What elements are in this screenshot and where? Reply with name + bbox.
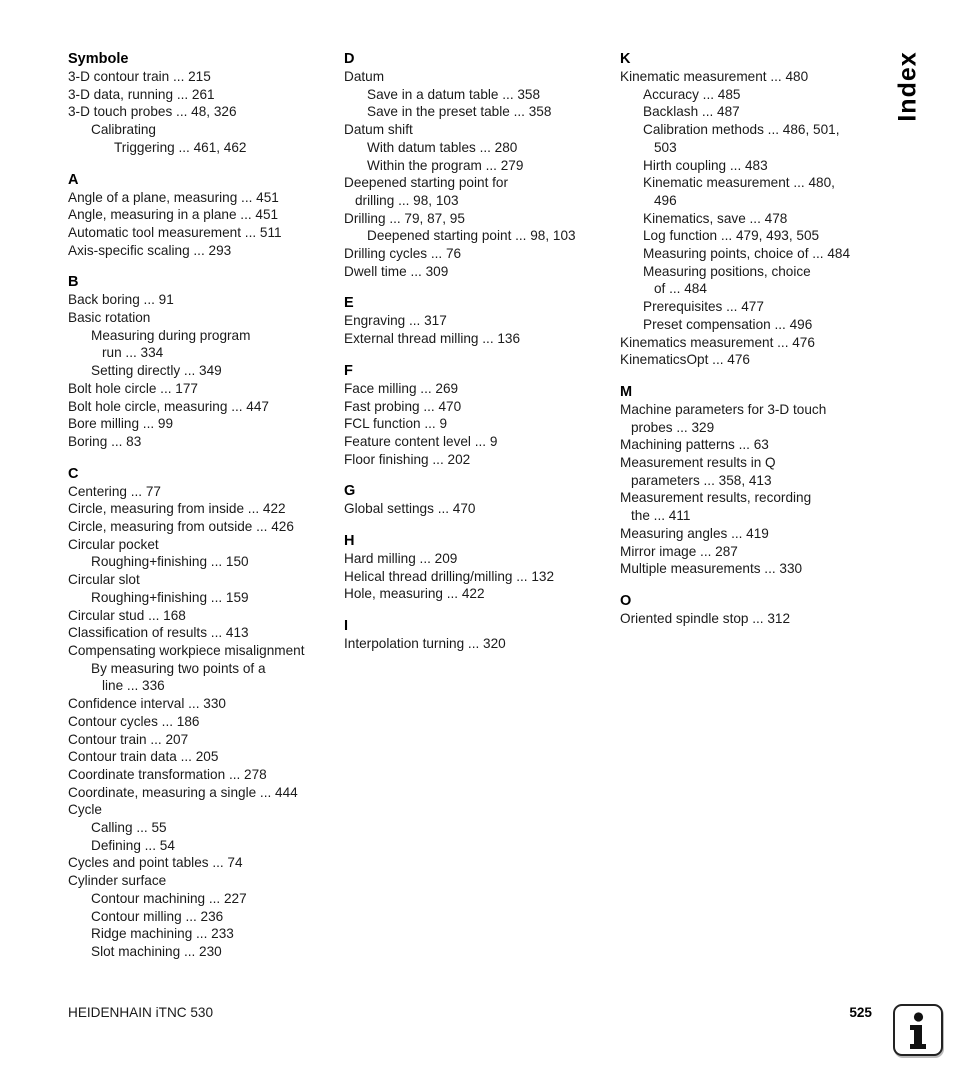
index-entry: Interpolation turning ... 320 bbox=[344, 636, 506, 652]
index-entry: Circular stud ... 168 bbox=[68, 607, 186, 623]
index-section-heading: B bbox=[68, 274, 79, 291]
page-number: 525 bbox=[849, 1005, 872, 1020]
index-entry: Log function ... 479, 493, 505 bbox=[643, 228, 820, 244]
index-entry: 3-D contour train ... 215 bbox=[68, 69, 211, 84]
side-title bbox=[893, 50, 923, 122]
index-entry: Mirror image ... 287 bbox=[620, 543, 738, 559]
index-entry: Kinematic measurement ... 480, bbox=[643, 175, 835, 191]
index-entry: Kinematic measurement ... 480 bbox=[620, 69, 809, 84]
index-entry: Oriented spindle stop ... 312 bbox=[620, 610, 791, 626]
index-entry: 3-D touch probes ... 48, 326 bbox=[68, 104, 237, 120]
index-entry: Accuracy ... 485 bbox=[643, 86, 741, 102]
index-entry: Calibration methods ... 486, 501, bbox=[643, 122, 840, 138]
index-entry: Roughing+finishing ... 159 bbox=[91, 589, 249, 605]
index-section-heading: Symbole bbox=[68, 51, 129, 67]
index-entry: With datum tables ... 280 bbox=[367, 139, 518, 155]
index-entry: Coordinate, measuring a single ... 444 bbox=[68, 784, 298, 800]
index-entry: Circular pocket bbox=[68, 536, 159, 552]
index-entry: Slot machining ... 230 bbox=[91, 943, 222, 959]
index-entry: Contour machining ... 227 bbox=[91, 890, 247, 906]
index-section bbox=[344, 482, 616, 518]
index-entry: Automatic tool measurement ... 511 bbox=[68, 224, 282, 240]
index-entry: Hole, measuring ... 422 bbox=[344, 586, 485, 602]
index-entry: Circle, measuring from outside ... 426 bbox=[68, 519, 294, 535]
index-entry: Angle of a plane, measuring ... 451 bbox=[68, 189, 279, 205]
index-entry: Face milling ... 269 bbox=[344, 380, 459, 396]
index-entry: line ... 336 bbox=[102, 678, 165, 694]
index-entry: Multiple measurements ... 330 bbox=[620, 561, 803, 577]
index-entry: parameters ... 358, 413 bbox=[631, 472, 772, 488]
index-entry: Cylinder surface bbox=[68, 873, 167, 889]
index-entry: Kinematics, save ... 478 bbox=[643, 210, 788, 226]
index-entry: Basic rotation bbox=[68, 310, 151, 326]
index-section-heading: K bbox=[620, 51, 631, 67]
index-section-heading: A bbox=[68, 171, 79, 188]
index-entry: KinematicsOpt ... 476 bbox=[620, 352, 750, 368]
index-section-heading: I bbox=[344, 618, 349, 635]
index-entry: Hirth coupling ... 483 bbox=[643, 157, 768, 173]
index-entry: Datum shift bbox=[344, 122, 413, 138]
index-column-3 bbox=[620, 50, 882, 642]
index-entry: Measuring angles ... 419 bbox=[620, 525, 769, 541]
index-entry: Compensating workpiece misalignment bbox=[68, 642, 305, 658]
index-section-heading: E bbox=[344, 295, 354, 312]
index-entry: of ... 484 bbox=[654, 281, 707, 297]
index-entry: Datum bbox=[344, 69, 385, 84]
index-section-heading: H bbox=[344, 533, 355, 550]
index-section-heading: C bbox=[68, 465, 79, 482]
index-entry: Confidence interval ... 330 bbox=[68, 696, 226, 712]
index-entry: Floor finishing ... 202 bbox=[344, 451, 471, 467]
index-entry: Boring ... 83 bbox=[68, 433, 142, 449]
index-section bbox=[344, 532, 616, 603]
index-entry: Prerequisites ... 477 bbox=[643, 299, 764, 315]
index-section-heading: O bbox=[620, 592, 632, 609]
index-entry: Measurement results in Q bbox=[620, 455, 776, 471]
index-entry: Roughing+finishing ... 150 bbox=[91, 554, 249, 570]
index-entry: Backlash ... 487 bbox=[643, 104, 740, 120]
index-column-2 bbox=[344, 50, 616, 667]
index-section bbox=[68, 171, 338, 260]
info-icon bbox=[893, 1004, 943, 1056]
index-entry: Save in the preset table ... 358 bbox=[367, 104, 552, 120]
index-entry: Contour cycles ... 186 bbox=[68, 713, 200, 729]
index-section bbox=[620, 592, 882, 628]
index-entry: Cycles and point tables ... 74 bbox=[68, 855, 243, 871]
index-entry: Bolt hole circle, measuring ... 447 bbox=[68, 398, 269, 414]
index-entry: Feature content level ... 9 bbox=[344, 433, 498, 449]
index-entry: probes ... 329 bbox=[631, 419, 715, 435]
index-entry: Kinematics measurement ... 476 bbox=[620, 334, 815, 350]
index-entry: Deepened starting point for bbox=[344, 175, 508, 191]
index-entry: Hard milling ... 209 bbox=[344, 551, 458, 567]
index-entry: Preset compensation ... 496 bbox=[643, 316, 813, 332]
index-entry: External thread milling ... 136 bbox=[344, 331, 521, 347]
index-section bbox=[344, 50, 616, 280]
index-entry: drilling ... 98, 103 bbox=[355, 192, 459, 208]
index-entry: Calibrating bbox=[91, 122, 156, 138]
index-entry: Axis-specific scaling ... 293 bbox=[68, 242, 232, 258]
index-entry: Back boring ... 91 bbox=[68, 292, 174, 308]
index-section bbox=[68, 465, 338, 961]
index-entry: Centering ... 77 bbox=[68, 483, 161, 499]
index-entry: Calling ... 55 bbox=[91, 820, 167, 836]
index-entry: Helical thread drilling/milling ... 132 bbox=[344, 568, 555, 584]
side-title-text: Index bbox=[893, 50, 922, 122]
index-entry: Classification of results ... 413 bbox=[68, 625, 249, 641]
index-section-heading: G bbox=[344, 483, 356, 500]
index-entry: Measuring during program bbox=[91, 327, 251, 343]
index-entry: the ... 411 bbox=[631, 508, 691, 524]
index-entry: Within the program ... 279 bbox=[367, 157, 524, 173]
index-section bbox=[344, 362, 616, 469]
index-entry: Cycle bbox=[68, 802, 102, 818]
index-entry: Contour milling ... 236 bbox=[91, 908, 224, 924]
index-entry: Coordinate transformation ... 278 bbox=[68, 766, 267, 782]
index-entry: Bore milling ... 99 bbox=[68, 416, 174, 432]
index-entry: By measuring two points of a bbox=[91, 660, 266, 676]
index-entry: Save in a datum table ... 358 bbox=[367, 86, 541, 102]
index-section bbox=[344, 294, 616, 347]
index-column-1 bbox=[68, 50, 338, 975]
info-glyph-icon bbox=[895, 1006, 941, 1054]
index-entry: Circle, measuring from inside ... 422 bbox=[68, 501, 286, 517]
index-entry: Angle, measuring in a plane ... 451 bbox=[68, 207, 279, 223]
index-entry: Dwell time ... 309 bbox=[344, 263, 449, 279]
index-section-heading: D bbox=[344, 51, 355, 67]
index-entry: 503 bbox=[654, 139, 677, 155]
index-entry: run ... 334 bbox=[102, 345, 164, 361]
index-section bbox=[68, 50, 338, 157]
index-section bbox=[620, 383, 882, 578]
index-section bbox=[620, 50, 882, 369]
index-entry: 3-D data, running ... 261 bbox=[68, 86, 215, 102]
index-entry: Setting directly ... 349 bbox=[91, 363, 222, 379]
index-entry: Circular slot bbox=[68, 572, 140, 588]
index-entry: Fast probing ... 470 bbox=[344, 398, 462, 414]
index-entry: Machine parameters for 3-D touch bbox=[620, 401, 827, 417]
index-entry: Contour train data ... 205 bbox=[68, 749, 219, 765]
index-section bbox=[344, 617, 616, 653]
index-entry: Measurement results, recording bbox=[620, 490, 812, 506]
index-entry: Defining ... 54 bbox=[91, 837, 175, 853]
index-section-heading: F bbox=[344, 362, 353, 379]
index-entry: Measuring points, choice of ... 484 bbox=[643, 246, 851, 262]
index-entry: Drilling ... 79, 87, 95 bbox=[344, 210, 465, 226]
index-entry: Bolt hole circle ... 177 bbox=[68, 380, 198, 396]
index-entry: Drilling cycles ... 76 bbox=[344, 246, 462, 262]
footer-product-name: HEIDENHAIN iTNC 530 bbox=[68, 1005, 214, 1020]
index-entry: Contour train ... 207 bbox=[68, 731, 189, 747]
index-section-heading: M bbox=[620, 383, 633, 400]
index-entry: 496 bbox=[654, 192, 677, 208]
index-entry: Machining patterns ... 63 bbox=[620, 437, 769, 453]
index-entry: Global settings ... 470 bbox=[344, 501, 476, 517]
index-section bbox=[68, 273, 338, 450]
index-entry: Engraving ... 317 bbox=[344, 313, 447, 329]
index-entry: Deepened starting point ... 98, 103 bbox=[367, 228, 576, 244]
index-entry: Measuring positions, choice bbox=[643, 263, 811, 279]
index-entry: Ridge machining ... 233 bbox=[91, 926, 234, 942]
index-entry: FCL function ... 9 bbox=[344, 416, 448, 432]
index-entry: Triggering ... 461, 462 bbox=[114, 139, 247, 155]
